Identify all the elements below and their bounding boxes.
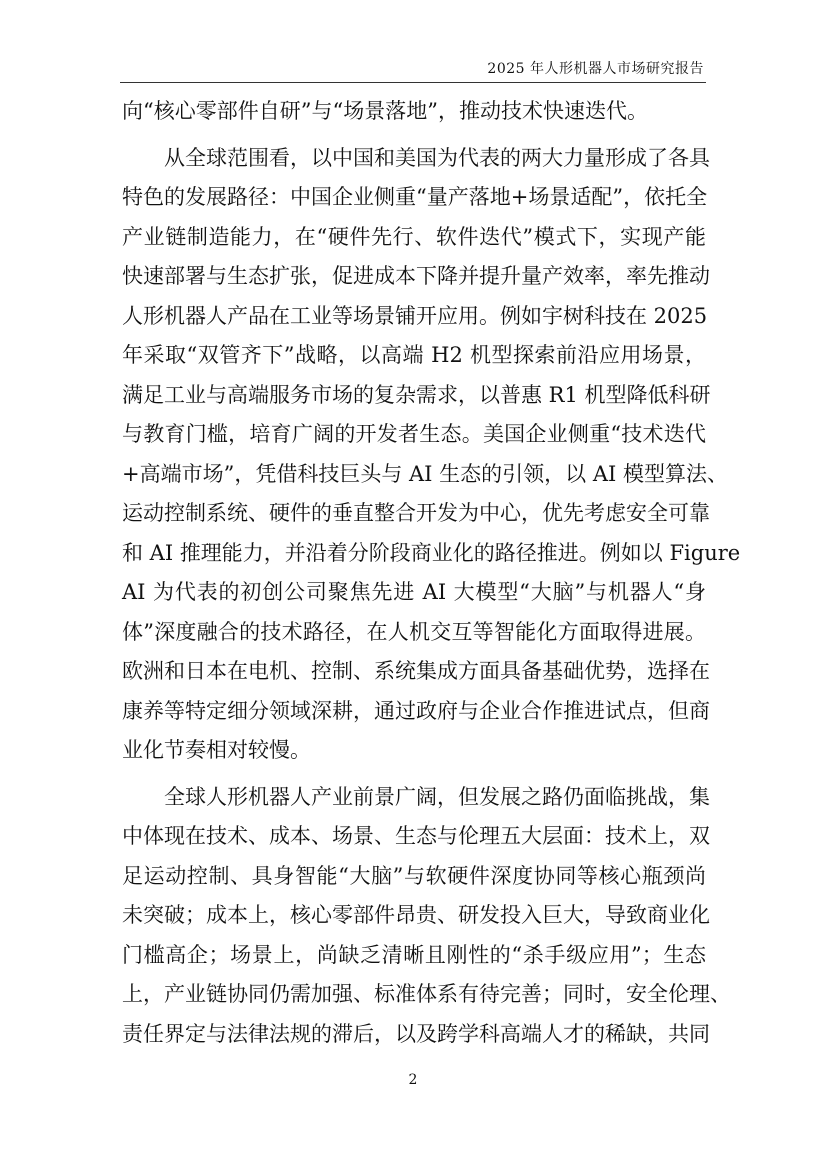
text-line: 从全球范围看，以中国和美国为代表的两大力量形成了各具	[164, 145, 710, 170]
text-line: +高端市场”，凭借科技巨头与 AI 生态的引领，以 AI 模型算法、	[122, 461, 728, 486]
text-line: 满足工业与高端服务市场的复杂需求，以普惠 R1 机型降低科研	[122, 382, 711, 407]
text-line: 和 AI 推理能力，并沿着分阶段商业化的路径推进。例如以 Figure	[122, 540, 741, 565]
text-line: 康养等特定细分领域深耕，通过政府与企业合作推进试点，但商	[122, 698, 710, 723]
text-line: AI 为代表的初创公司聚焦先进 AI 大模型“大脑”与机器人“身	[122, 580, 706, 604]
text-line: 向“核心零部件自研”与“场景落地”，推动技术快速迭代。	[122, 99, 648, 123]
text-line: 人形机器人产品在工业等场景铺开应用。例如宇树科技在 2025	[122, 303, 708, 328]
text-line: 特色的发展路径：中国企业侧重“量产落地+场景适配”，依托全	[122, 185, 708, 209]
text-line: 体”深度融合的技术路径，在人机交互等智能化方面取得进展。	[122, 619, 706, 644]
paragraph	[122, 92, 706, 132]
text-line: 足运动控制、具身智能“大脑”与软硬件深度协同等核心瓶颈尚	[122, 863, 706, 888]
text-line: 未突破；成本上，核心零部件昂贵、研发投入巨大，导致商业化	[122, 903, 710, 927]
text-line: 上，产业链协同仍需加强、标准体系有待完善；同时，安全伦理、	[122, 982, 731, 1006]
text-line: 运动控制系统、硬件的垂直整合开发为中心，优先考虑安全可靠	[122, 501, 710, 525]
text-line: 门槛高企；场景上，尚缺乏清晰且刚性的“杀手级应用”；生态	[122, 942, 706, 967]
text-line: 快速部署与生态扩张，促进成本下降并提升量产效率，率先推动	[122, 264, 710, 288]
text-line: 年采取“双管齐下”战略，以高端 H2 机型探索前沿应用场景，	[122, 343, 706, 367]
text-line: 欧洲和日本在电机、控制、系统集成方面具备基础优势，选择在	[122, 659, 710, 683]
text-line: 全球人形机器人产业前景广阔，但发展之路仍面临挑战，集	[164, 784, 710, 809]
text-line: 中体现在技术、成本、场景、生态与伦理五大层面：技术上，双	[122, 824, 710, 848]
page-number: 2	[408, 1072, 418, 1088]
page-header	[120, 60, 706, 83]
text-line: 与教育门槛，培育广阔的开发者生态。美国企业侧重“技术迭代	[122, 422, 706, 446]
text-line: 责任界定与法律法规的滞后，以及跨学科高端人才的稀缺，共同	[122, 1021, 710, 1046]
text-line: 产业链制造能力，在“硬件先行、软件迭代”模式下，实现产能	[122, 224, 706, 249]
paragraph	[122, 139, 741, 771]
text-line: 业化节奏相对较慢。	[122, 738, 311, 762]
body-text	[122, 92, 741, 1054]
report-title: 2025 年人形机器人市场研究报告	[487, 61, 704, 77]
paragraph	[122, 778, 731, 1055]
